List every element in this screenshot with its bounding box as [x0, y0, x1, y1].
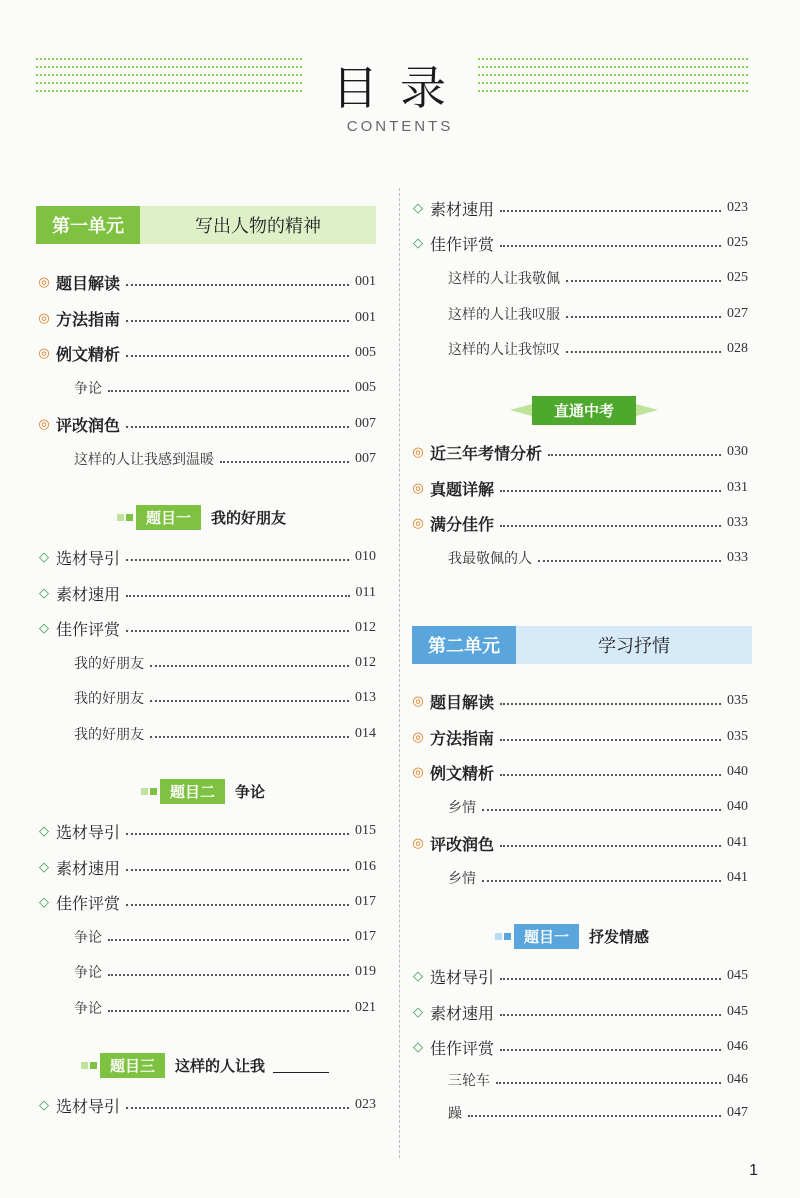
- diamond-bullet-icon: ◇: [39, 823, 49, 839]
- entry-page: 031: [727, 480, 748, 495]
- unit-one-header: [36, 206, 376, 244]
- entry-label: 佳作评赏: [56, 619, 121, 639]
- toc-subentry[interactable]: [448, 866, 748, 890]
- toc-subentry[interactable]: [448, 302, 748, 326]
- squares-icon: [494, 932, 512, 941]
- toc-subentry[interactable]: [448, 266, 748, 290]
- topic-label: 题目三: [100, 1053, 165, 1078]
- toc-entry[interactable]: [36, 819, 376, 843]
- entry-page: 013: [355, 690, 376, 705]
- entry-label: 佳作评赏: [430, 1038, 495, 1058]
- entry-label: 真题详解: [430, 479, 495, 499]
- topic-one-header: [116, 504, 286, 530]
- page-title: 目录: [332, 61, 468, 115]
- entry-page: 047: [727, 1105, 748, 1120]
- toc-entry[interactable]: [36, 855, 376, 879]
- topic-label: 题目二: [160, 779, 225, 804]
- entry-page: 005: [355, 380, 376, 395]
- toc-entry[interactable]: [410, 725, 748, 749]
- entry-page: 021: [355, 1000, 376, 1015]
- diamond-bullet-icon: ◇: [39, 859, 49, 875]
- toc-entry[interactable]: [36, 306, 376, 330]
- circle-bullet-icon: ◎: [412, 835, 424, 851]
- entry-label: 选材导引: [56, 1096, 121, 1116]
- toc-entry[interactable]: [410, 831, 748, 855]
- entry-label: 评改润色: [430, 834, 495, 854]
- toc-entry[interactable]: [410, 511, 748, 535]
- toc-entry[interactable]: [410, 476, 748, 500]
- toc-subentry[interactable]: [74, 960, 376, 984]
- entry-label: 题目解读: [430, 692, 495, 712]
- entry-page: 019: [355, 964, 376, 979]
- ribbon-right-tail: [636, 404, 658, 416]
- unit-name: 写出人物的精神: [195, 216, 321, 237]
- toc-subentry[interactable]: [74, 376, 376, 400]
- diamond-bullet-icon: ◇: [39, 894, 49, 910]
- toc-entry[interactable]: [410, 231, 748, 255]
- toc-subentry[interactable]: [74, 925, 376, 949]
- entry-page: 028: [727, 341, 748, 356]
- entry-label: 三轮车: [448, 1073, 490, 1089]
- entry-page: 030: [727, 444, 748, 459]
- diamond-bullet-icon: ◇: [413, 1004, 423, 1020]
- diamond-bullet-icon: ◇: [39, 549, 49, 565]
- entry-label: 素材速用: [430, 1003, 495, 1023]
- entry-page: 027: [727, 306, 748, 321]
- topic-title: 争论: [235, 782, 266, 801]
- entry-label: 佳作评赏: [56, 893, 121, 913]
- entry-page: 041: [727, 835, 748, 850]
- toc-entry[interactable]: [36, 1093, 376, 1117]
- entry-label: 素材速用: [430, 199, 495, 219]
- column-divider: [399, 188, 400, 1158]
- circle-bullet-icon: ◎: [38, 345, 50, 361]
- diamond-bullet-icon: ◇: [413, 968, 423, 984]
- page-number: 1: [749, 1162, 758, 1179]
- squares-icon: [80, 1061, 98, 1070]
- diamond-bullet-icon: ◇: [39, 1097, 49, 1113]
- toc-subentry[interactable]: [74, 996, 376, 1020]
- toc-entry[interactable]: [36, 341, 376, 365]
- entry-label: 选材导引: [56, 548, 121, 568]
- entry-label: 选材导引: [430, 967, 495, 987]
- entry-page: 041: [727, 870, 748, 885]
- circle-bullet-icon: ◎: [38, 310, 50, 326]
- diamond-bullet-icon: ◇: [39, 620, 49, 636]
- entry-label: 素材速用: [56, 858, 121, 878]
- entry-page: 023: [727, 200, 748, 215]
- toc-entry[interactable]: [410, 1035, 748, 1059]
- entry-label: 这样的人让我敬佩: [448, 271, 560, 287]
- circle-bullet-icon: ◎: [412, 693, 424, 709]
- circle-bullet-icon: ◎: [412, 729, 424, 745]
- entry-label: 争论: [74, 930, 102, 946]
- circle-bullet-icon: ◎: [412, 444, 424, 460]
- entry-label: 例文精析: [430, 763, 495, 783]
- entry-label: 题目解读: [56, 273, 121, 293]
- entry-page: 007: [355, 416, 376, 431]
- toc-entry[interactable]: [410, 196, 748, 220]
- entry-page: 033: [727, 515, 748, 530]
- ribbon-label: 直通中考: [532, 396, 636, 425]
- entry-page: 015: [355, 823, 376, 838]
- entry-page: 023: [355, 1097, 376, 1112]
- topic-three-header: [80, 1052, 329, 1078]
- unit-two-header: [412, 626, 752, 664]
- entry-page: 045: [727, 968, 748, 983]
- toc-subentry[interactable]: [74, 686, 376, 710]
- entry-page: 010: [355, 549, 376, 564]
- topic-one-header-unit-two: [494, 923, 649, 949]
- entry-label: 争论: [74, 965, 102, 981]
- entry-label: 争论: [74, 1001, 102, 1017]
- entry-page: 012: [355, 655, 376, 670]
- circle-bullet-icon: ◎: [38, 416, 50, 432]
- zhitong-zhongkao-banner: [486, 396, 682, 424]
- entry-page: 025: [727, 270, 748, 285]
- diamond-bullet-icon: ◇: [413, 1039, 423, 1055]
- entry-page: 040: [727, 799, 748, 814]
- toc-subentry[interactable]: [74, 447, 376, 471]
- toc-entry[interactable]: [410, 964, 748, 988]
- entry-label: 躁: [448, 1106, 462, 1122]
- toc-subentry[interactable]: [448, 1101, 748, 1125]
- entry-page: 040: [727, 764, 748, 779]
- entry-label: 这样的人让我感到温暖: [74, 452, 214, 468]
- entry-label: 评改润色: [56, 415, 121, 435]
- squares-icon: [116, 513, 134, 522]
- topic-label: 题目一: [136, 505, 201, 530]
- entry-page: 017: [355, 894, 376, 909]
- entry-label: 满分佳作: [430, 514, 495, 534]
- entry-label: 佳作评赏: [430, 234, 495, 254]
- entry-label: 这样的人让我惊叹: [448, 342, 560, 358]
- toc-subentry[interactable]: [74, 651, 376, 675]
- toc-subentry[interactable]: [448, 337, 748, 361]
- topic-label: 题目一: [514, 924, 579, 949]
- toc-entry[interactable]: [36, 581, 376, 605]
- ribbon-left-tail: [510, 404, 532, 416]
- entry-label: 我最敬佩的人: [448, 551, 532, 567]
- entry-label: 我的好朋友: [74, 656, 144, 672]
- entry-label: 例文精析: [56, 344, 121, 364]
- toc-entry[interactable]: [36, 270, 376, 294]
- entry-label: 我的好朋友: [74, 727, 144, 743]
- circle-bullet-icon: ◎: [38, 274, 50, 290]
- toc-subentry[interactable]: [74, 722, 376, 746]
- circle-bullet-icon: ◎: [412, 480, 424, 496]
- entry-page: 005: [355, 345, 376, 360]
- toc-entry[interactable]: [36, 616, 376, 640]
- toc-entry[interactable]: [36, 545, 376, 569]
- entry-page: 001: [355, 274, 376, 289]
- entry-label: 近三年考情分析: [430, 443, 543, 463]
- entry-label: 乡情: [448, 800, 476, 816]
- entry-label: 乡情: [448, 871, 476, 887]
- entry-page: 011: [355, 585, 376, 600]
- unit-tag: 第一单元: [36, 206, 140, 244]
- entry-page: 046: [727, 1039, 748, 1054]
- entry-page: 033: [727, 550, 748, 565]
- unit-name: 学习抒情: [598, 636, 670, 657]
- squares-icon: [140, 787, 158, 796]
- topic-title: 我的好朋友: [211, 508, 287, 527]
- entry-page: 045: [727, 1004, 748, 1019]
- circle-bullet-icon: ◎: [412, 515, 424, 531]
- entry-page: 017: [355, 929, 376, 944]
- entry-page: 012: [355, 620, 376, 635]
- page-subtitle: CONTENTS: [346, 118, 454, 135]
- toc-entry[interactable]: [410, 689, 748, 713]
- entry-page: 035: [727, 693, 748, 708]
- entry-page: 035: [727, 729, 748, 744]
- diamond-bullet-icon: ◇: [39, 585, 49, 601]
- toc-entry[interactable]: [36, 412, 376, 436]
- entry-label: 素材速用: [56, 584, 121, 604]
- topic-two-header: [140, 778, 265, 804]
- toc-subentry[interactable]: [448, 795, 748, 819]
- topic-title: 抒发情感: [589, 927, 650, 946]
- fill-in-blank: [273, 1058, 329, 1073]
- entry-label: 争论: [74, 381, 102, 397]
- entry-page: 001: [355, 310, 376, 325]
- entry-page: 046: [727, 1072, 748, 1087]
- entry-label: 这样的人让我叹服: [448, 307, 560, 323]
- circle-bullet-icon: ◎: [412, 764, 424, 780]
- entry-page: 007: [355, 451, 376, 466]
- topic-title: 这样的人让我: [175, 1056, 266, 1075]
- toc-entry[interactable]: [410, 440, 748, 464]
- entry-page: 014: [355, 726, 376, 741]
- entry-page: 016: [355, 859, 376, 874]
- entry-label: 方法指南: [430, 728, 495, 748]
- entry-page: 025: [727, 235, 748, 250]
- diamond-bullet-icon: ◇: [413, 200, 423, 216]
- toc-entry[interactable]: [410, 760, 748, 784]
- toc-subentry[interactable]: [448, 546, 748, 570]
- entry-label: 方法指南: [56, 309, 121, 329]
- diamond-bullet-icon: ◇: [413, 235, 423, 251]
- toc-entry[interactable]: [410, 1000, 748, 1024]
- unit-tag: 第二单元: [412, 626, 516, 664]
- toc-subentry[interactable]: [448, 1068, 748, 1092]
- toc-entry[interactable]: [36, 890, 376, 914]
- entry-label: 选材导引: [56, 822, 121, 842]
- entry-label: 我的好朋友: [74, 691, 144, 707]
